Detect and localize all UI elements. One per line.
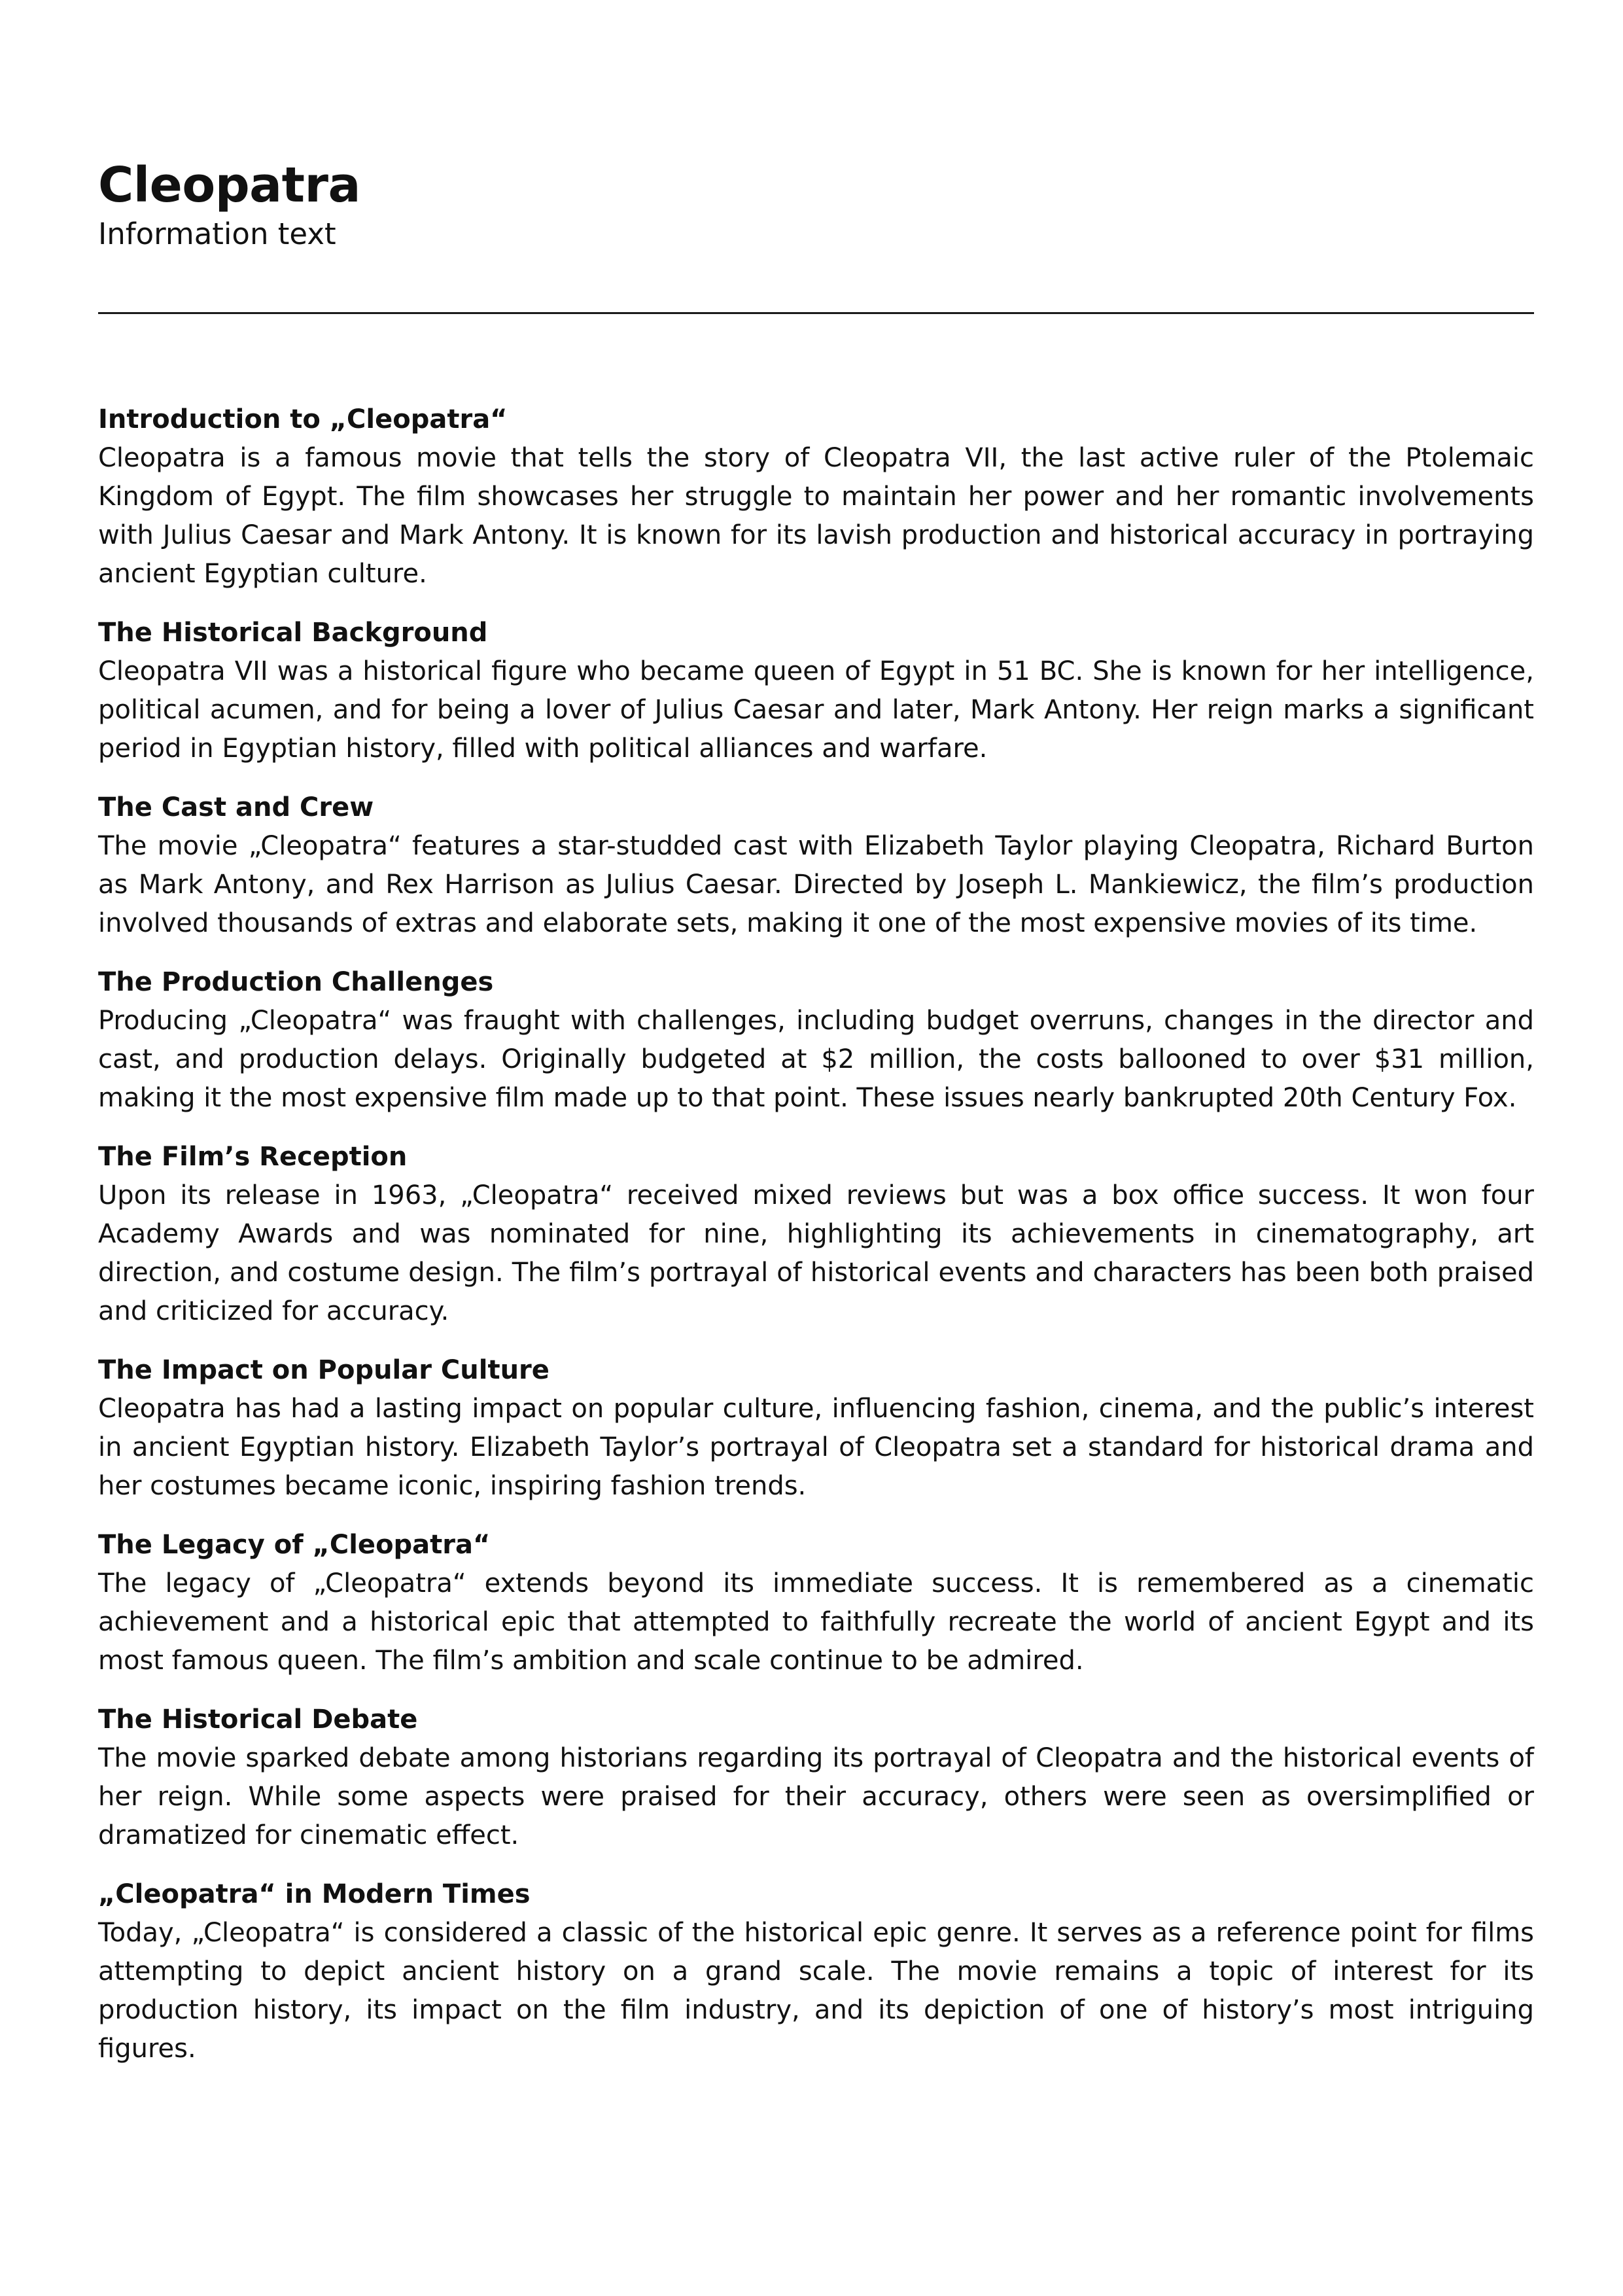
section-body: The movie sparked debate among historians regarding its portrayal of Cleopatra and the historical events of her reign. While some aspects were praised for their accuracy, others were seen as oversimplified or dramatized for cinematic effect.	[98, 1743, 1534, 1850]
section-body: The movie „Cleopatra“ features a star-studded cast with Elizabeth Taylor playing Cleopatra, Richard Burton as Mark Antony, and Rex Harrison as Julius Caesar. Directed by Joseph L. Mankiewicz, the film’s production involved thousands of extras and elaborate sets, making it one of the most expensive movies of its time.	[98, 831, 1534, 938]
section-legacy	[98, 1526, 1534, 1680]
section-heading: Introduction to „Cleopatra“	[98, 404, 508, 434]
section-body: Producing „Cleopatra“ was fraught with challenges, including budget overruns, changes in the director and cast, and production delays. Originally budgeted at $2 million, the costs ballooned to over $31 million, making it the most expensive film made up to that point. These issues nearly bankrupted 20th Century Fox.	[98, 1006, 1534, 1113]
section-body: Upon its release in 1963, „Cleopatra“ received mixed reviews but was a box office success. It won four Academy Awards and was nominated for nine, highlighting its achievements in cinematography, art direction, and costume design. The film’s portrayal of historical events and characters has been both praised and criticized for accuracy.	[98, 1180, 1534, 1326]
document-subtitle: Information text	[98, 217, 336, 251]
section-introduction	[98, 400, 1534, 593]
section-body: Cleopatra is a famous movie that tells the story of Cleopatra VII, the last active ruler of the Ptolemaic Kingdom of Egypt. The film showcases her struggle to maintain her power and her romantic involvements with Julius Caesar and Mark Antony. It is known for its lavish production and historical accuracy in portraying ancient Egyptian culture.	[98, 443, 1534, 589]
section-modern-times	[98, 1875, 1534, 2068]
title-divider	[98, 312, 1534, 314]
section-heading: „Cleopatra“ in Modern Times	[98, 1879, 531, 1909]
section-heading: The Legacy of „Cleopatra“	[98, 1530, 491, 1560]
section-heading: The Film’s Reception	[98, 1142, 408, 1172]
section-production-challenges	[98, 963, 1534, 1118]
sections-list	[98, 400, 1534, 2089]
document-title: Cleopatra	[98, 157, 360, 213]
section-heading: The Cast and Crew	[98, 792, 374, 822]
section-body: Cleopatra has had a lasting impact on popular culture, influencing fashion, cinema, and the public’s interest in ancient Egyptian history. Elizabeth Taylor’s portrayal of Cleopatra set a standard for historical drama and her costumes became iconic, inspiring fashion trends.	[98, 1394, 1534, 1501]
section-heading: The Production Challenges	[98, 967, 494, 997]
section-body: Today, „Cleopatra“ is considered a classic of the historical epic genre. It serves as a reference point for films attempting to depict ancient history on a grand scale. The movie remains a topic of interest for its production history, its impact on the film industry, and its depiction of one of history’s most intriguing figures.	[98, 1918, 1534, 2064]
section-heading: The Historical Background	[98, 618, 488, 648]
section-body: Cleopatra VII was a historical figure who became queen of Egypt in 51 BC. She is known for her intelligence, political acumen, and for being a lover of Julius Caesar and later, Mark Antony. Her reign marks a significant period in Egyptian history, filled with political alliances and warfare.	[98, 656, 1534, 764]
section-body: The legacy of „Cleopatra“ extends beyond its immediate success. It is remembered as a cinematic achievement and a historical epic that attempted to faithfully recreate the world of ancient Egypt and its most famous queen. The film’s ambition and scale continue to be admired.	[98, 1568, 1534, 1676]
section-historical-debate	[98, 1701, 1534, 1855]
section-film-reception	[98, 1138, 1534, 1331]
section-historical-background	[98, 614, 1534, 768]
section-popular-culture	[98, 1351, 1534, 1506]
section-cast-and-crew	[98, 788, 1534, 943]
section-heading: The Impact on Popular Culture	[98, 1355, 550, 1385]
section-heading: The Historical Debate	[98, 1704, 418, 1735]
